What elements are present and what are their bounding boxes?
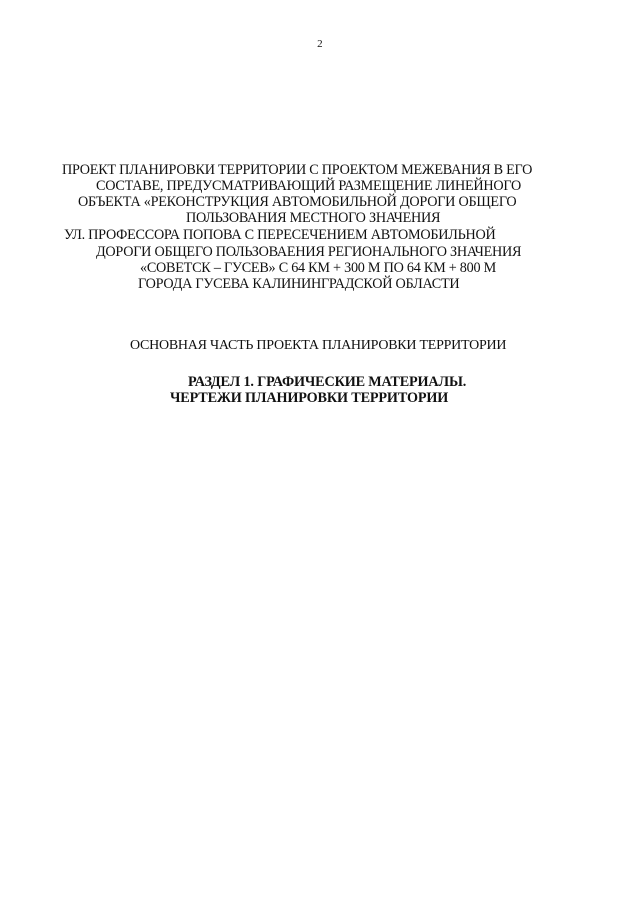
title-line: ПРОЕКТ ПЛАНИРОВКИ ТЕРРИТОРИИ С ПРОЕКТОМ МЕЖЕВАНИЯ В ЕГО xyxy=(62,162,533,178)
section-heading: РАЗДЕЛ 1. ГРАФИЧЕСКИЕ МАТЕРИАЛЫ. xyxy=(188,374,467,390)
title-line: СОСТАВЕ, ПРЕДУСМАТРИВАЮЩИЙ РАЗМЕЩЕНИЕ ЛИНЕЙНОГО xyxy=(96,178,521,194)
title-line: ПОЛЬЗОВАНИЯ МЕСТНОГО ЗНАЧЕНИЯ xyxy=(186,210,441,226)
title-line: ОБЪЕКТА «РЕКОНСТРУКЦИЯ АВТОМОБИЛЬНОЙ ДОРОГИ ОБЩЕГО xyxy=(78,194,517,210)
section-subheading: ЧЕРТЕЖИ ПЛАНИРОВКИ ТЕРРИТОРИИ xyxy=(170,390,449,406)
title-line: ГОРОДА ГУСЕВА КАЛИНИНГРАДСКОЙ ОБЛАСТИ xyxy=(138,276,460,292)
title-line: УЛ. ПРОФЕССОРА ПОПОВА С ПЕРЕСЕЧЕНИЕМ АВТОМОБИЛЬНОЙ xyxy=(64,227,496,243)
title-line: ДОРОГИ ОБЩЕГО ПОЛЬЗОВАЕНИЯ РЕГИОНАЛЬНОГО ЗНАЧЕНИЯ xyxy=(96,244,522,260)
title-line: «СОВЕТСК – ГУСЕВ» С 64 КМ + 300 М ПО 64 КМ + 800 М xyxy=(140,260,496,276)
page-number: 2 xyxy=(317,38,323,50)
document-subtitle: ОСНОВНАЯ ЧАСТЬ ПРОЕКТА ПЛАНИРОВКИ ТЕРРИТОРИИ xyxy=(130,338,507,353)
